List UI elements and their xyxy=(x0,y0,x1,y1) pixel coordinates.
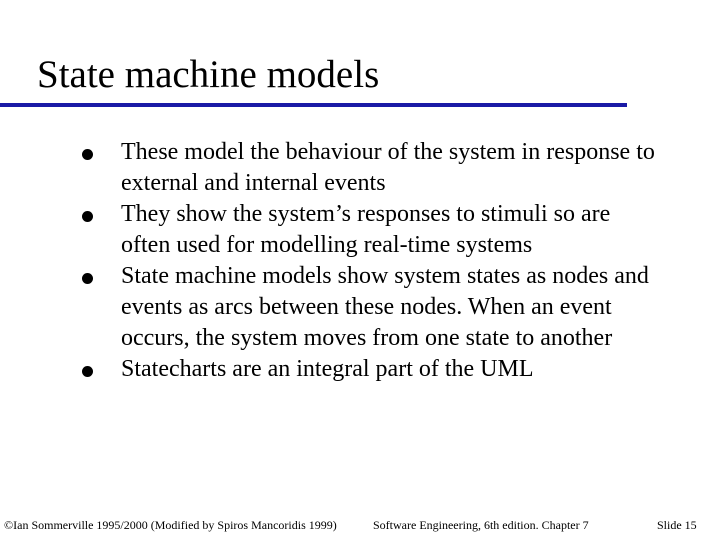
bullet-text: State machine models show system states as nodes and events as arcs between these nodes. When an event occurs, the system moves from one state to another xyxy=(121,263,649,351)
footer-copyright: ©Ian Sommerville 1995/2000 (Modified by Spiros Mancoridis 1999) xyxy=(4,518,337,532)
bullet-dot-icon xyxy=(82,149,93,160)
slide-title: State machine models xyxy=(37,53,380,96)
bullet-item xyxy=(0,354,661,385)
footer-slide-number: Slide 15 xyxy=(657,518,697,532)
bullet-item xyxy=(0,199,661,261)
title-underline xyxy=(0,103,627,107)
bullet-dot-icon xyxy=(82,273,93,284)
bullet-text: Statecharts are an integral part of the UML xyxy=(121,356,534,382)
bullet-dot-icon xyxy=(82,211,93,222)
bullet-text: They show the system’s responses to stimuli so are often used for modelling real-time systems xyxy=(121,201,611,258)
footer-book-title: Software Engineering, 6th edition. Chapter 7 xyxy=(373,518,589,532)
bullet-dot-icon xyxy=(82,366,93,377)
bullet-item xyxy=(0,137,661,199)
bullet-item xyxy=(0,261,661,354)
bullet-text: These model the behaviour of the system in response to external and internal events xyxy=(121,139,655,196)
bullet-list xyxy=(0,137,717,385)
